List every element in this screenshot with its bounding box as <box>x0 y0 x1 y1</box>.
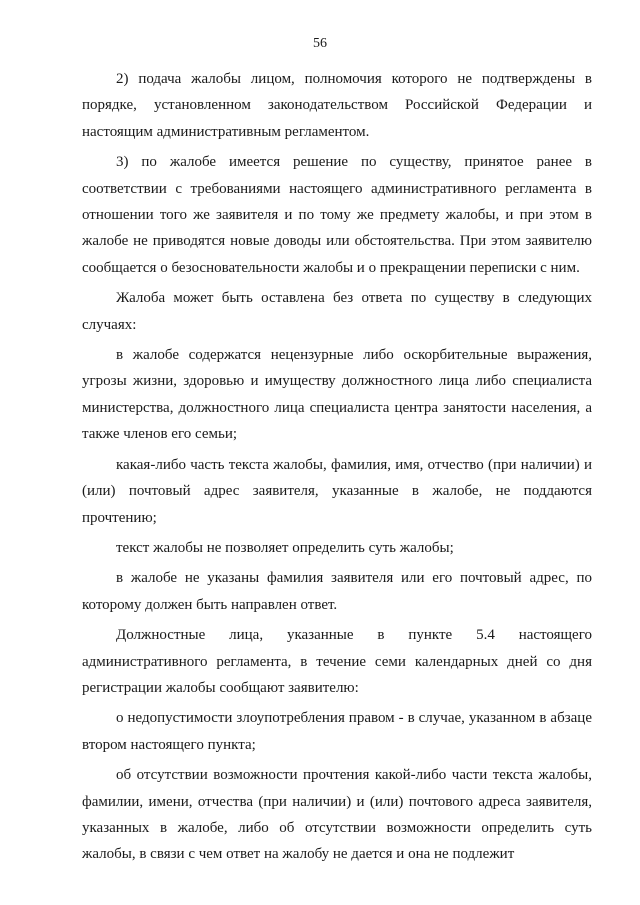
paragraph: текст жалобы не позволяет определить суть жалобы; <box>116 539 454 556</box>
paragraph: в жалобе не указаны фамилия заявителя или его почтовый адрес, по которому должен быть направлен ответ. <box>82 570 592 613</box>
paragraph: Жалоба может быть оставлена без ответа по существу в следующих случаях: <box>82 290 592 333</box>
paragraph: 3) по жалобе имеется решение по существу, принятое ранее в соответствии с требованиями настоящего административного регламента в отношении того же заявителя и по тому же предмету жалобы, и при этом в жалобе не приводятся новые доводы или обстоятельства. При этом заявителю сообщается о безосновательности жалобы и о прекращении переписки с ним. <box>82 154 592 276</box>
paragraph: в жалобе содержатся нецензурные либо оскорбительные выражения, угрозы жизни, здоровью и имуществу должностного лица либо специалиста министерства, должностного лица специалиста центра занятости населения, а также членов его семьи; <box>82 347 592 443</box>
paragraph: Должностные лица, указанные в пункте 5.4 настоящего административного регламента, в течение семи календарных дней со дня регистрации жалобы сообщают заявителю: <box>82 627 592 696</box>
paragraph: о недопустимости злоупотребления правом - в случае, указанном в абзаце втором настоящего пункта; <box>82 710 592 753</box>
paragraph: 2) подача жалобы лицом, полномочия которого не подтверждены в порядке, установленном законодательством Российской Федерации и настоящим административным регламентом. <box>82 71 592 140</box>
document-body <box>82 66 592 872</box>
page-number: 56 <box>313 36 327 51</box>
paragraph: об отсутствии возможности прочтения какой-либо части текста жалобы, фамилии, имени, отчества (при наличии) и (или) почтового адреса заявителя, указанных в жалобе, либо об отсутствии возможности определить суть жалобы, в связи с чем ответ на жалобу не дается и она не подлежит <box>82 767 592 863</box>
paragraph: какая-либо часть текста жалобы, фамилия, имя, отчество (при наличии) и (или) почтовый адрес заявителя, указанные в жалобе, не поддаются прочтению; <box>82 456 592 526</box>
